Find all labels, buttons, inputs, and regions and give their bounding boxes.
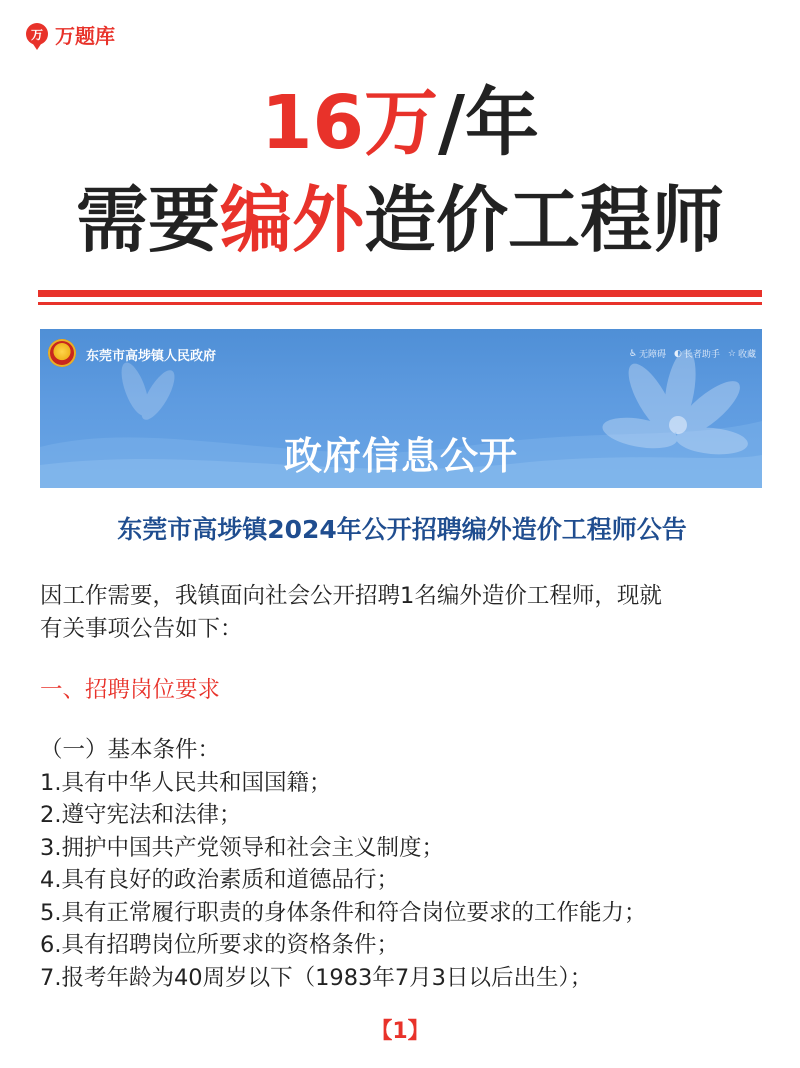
elder-assistant-link[interactable] <box>674 347 720 360</box>
elder-assistant-label: 长者助手 <box>683 350 720 360</box>
headline-position-suffix: 造价工程师 <box>364 178 725 262</box>
notice-intro <box>40 580 770 646</box>
banner-toolbar <box>629 347 756 360</box>
headline-salary <box>0 78 800 168</box>
brand-pin-icon: 万 <box>26 23 48 45</box>
headline-salary-amount: 16万 <box>260 80 438 166</box>
elder-assistant-icon: ◐ <box>674 348 682 359</box>
favorite-link[interactable] <box>728 347 756 360</box>
national-emblem-icon <box>48 339 76 367</box>
notice-intro-line: 有关事项公告如下： <box>40 616 243 642</box>
banner-title: 政府信息公开 <box>283 434 518 478</box>
notice-intro-line: 因工作需要，我镇面向社会公开招聘1名编外造价工程师，现就 <box>40 583 662 609</box>
headline-position-highlight: 编外 <box>219 178 364 262</box>
notice-title: 东莞市高埗镇2024年公开招聘编外造价工程师公告 <box>117 515 687 544</box>
brand-logo <box>26 18 115 50</box>
condition-item: 7.报考年龄为40周岁以下（1983年7月3日以后出生）； <box>40 964 593 991</box>
favorite-label: 收藏 <box>737 350 756 360</box>
headline-position-prefix: 需要 <box>75 178 220 262</box>
page-number: 【1】 <box>370 1019 430 1044</box>
accessibility-label: 无障碍 <box>639 350 667 360</box>
star-icon: ☆ <box>727 348 736 359</box>
condition-item: 5.具有正常履行职责的身体条件和符合岗位要求的工作能力； <box>40 899 647 926</box>
conditions-list <box>40 734 770 994</box>
section-heading: 一、招聘岗位要求 <box>40 677 221 703</box>
condition-item: 1.具有中华人民共和国国籍； <box>40 769 332 796</box>
condition-item: 2.遵守宪法和法律； <box>40 802 242 828</box>
brand-name: 万题库 <box>55 23 115 48</box>
headline-salary-unit: /年 <box>437 80 539 166</box>
accessibility-link[interactable] <box>629 347 666 360</box>
divider-thick <box>38 290 762 297</box>
divider-thin <box>38 302 762 305</box>
condition-item: 3.拥护中国共产党领导和社会主义制度； <box>40 834 444 861</box>
accessibility-icon: ♿ <box>628 348 638 359</box>
gov-banner <box>40 329 762 488</box>
headline-position <box>0 172 800 268</box>
condition-item: 6.具有招聘岗位所要求的资格条件； <box>40 932 399 958</box>
condition-item: 4.具有良好的政治素质和道德品行； <box>40 867 399 893</box>
sub-heading: （一）基本条件： <box>40 737 221 763</box>
gov-site-name: 东莞市高埗镇人民政府 <box>86 349 217 364</box>
